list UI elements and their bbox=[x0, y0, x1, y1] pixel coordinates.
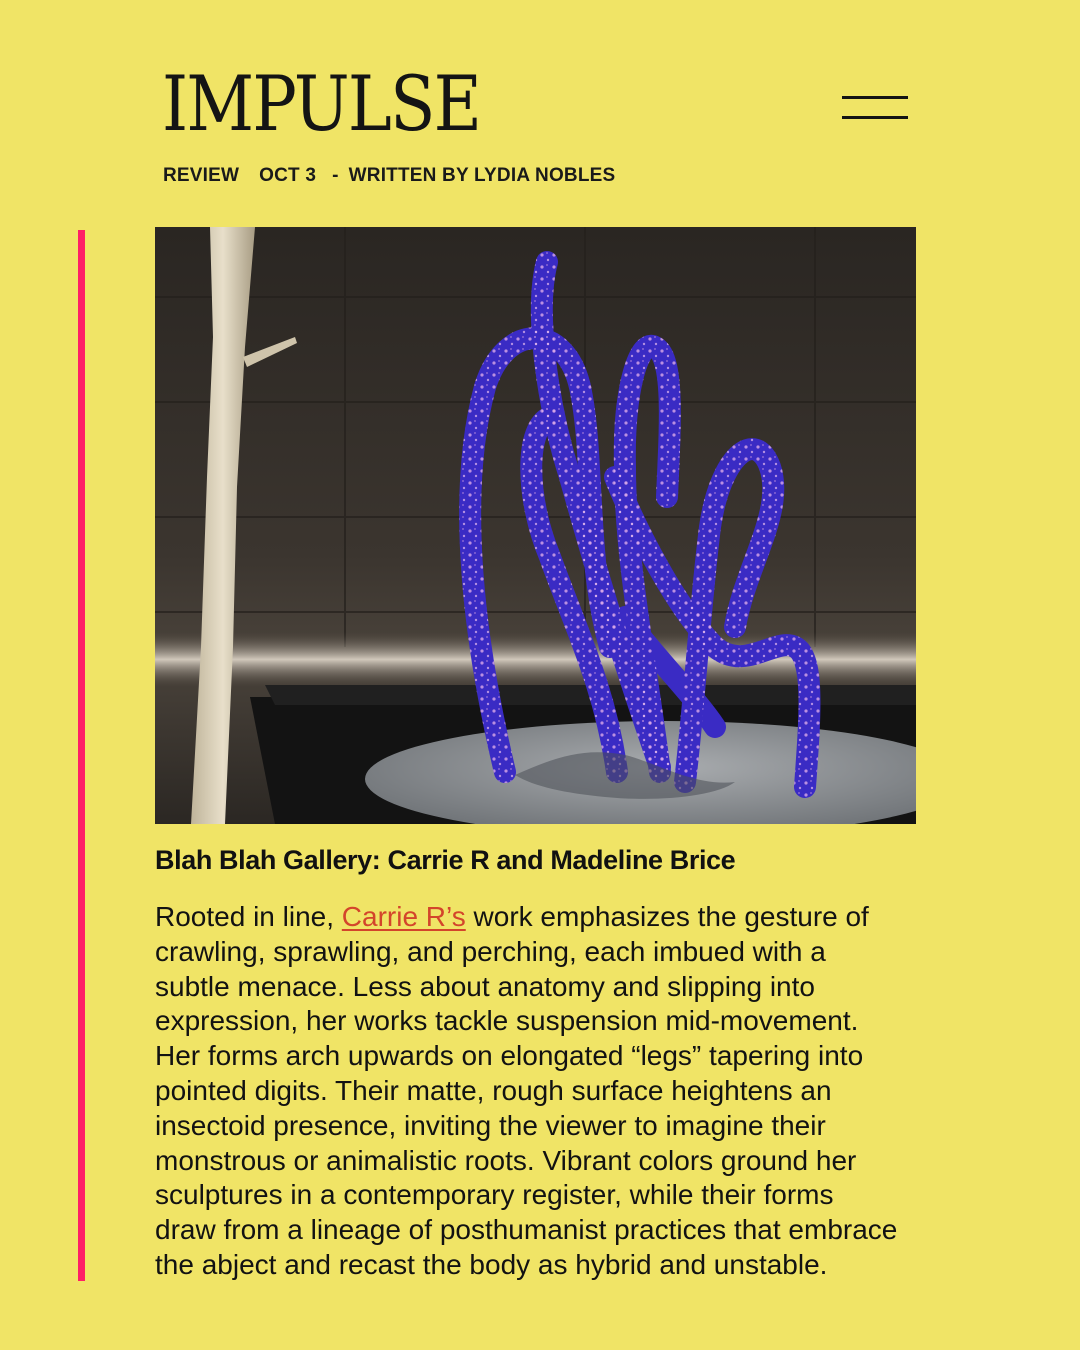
body-line: expression, her works tackle suspension mid-movement. bbox=[155, 1005, 859, 1037]
body-text-segment: Rooted in line, bbox=[155, 901, 335, 932]
publish-date: OCT 3 bbox=[259, 165, 317, 186]
body-line: pointed digits. Their matte, rough surface heightens an bbox=[155, 1074, 832, 1106]
article-photo bbox=[155, 227, 916, 824]
body-line: subtle menace. Less about anatomy and slipping into bbox=[155, 970, 815, 1002]
body-line: Her forms arch upwards on elongated “legs” tapering into bbox=[155, 1040, 864, 1072]
byline: WRITTEN BY LYDIA NOBLES bbox=[348, 165, 616, 186]
category-label: REVIEW bbox=[163, 165, 240, 186]
body-line bbox=[155, 900, 1015, 935]
body-text-segment: work emphasizes the gesture of bbox=[473, 901, 869, 932]
body-line: monstrous or animalistic roots. Vibrant colors ground her bbox=[155, 1144, 857, 1176]
body-line: sculptures in a contemporary register, while their forms bbox=[155, 1179, 834, 1211]
artist-link[interactable]: Carrie R’s bbox=[341, 901, 466, 932]
menu-bar-top bbox=[842, 96, 908, 99]
image-caption: Blah Blah Gallery: Carrie R and Madeline Brice bbox=[155, 845, 736, 875]
accent-bar bbox=[78, 230, 85, 1281]
publication-title: IMPULSE bbox=[162, 59, 481, 148]
article-meta bbox=[163, 165, 615, 187]
article-body bbox=[155, 900, 1015, 1283]
body-line: draw from a lineage of posthumanist practices that embrace bbox=[155, 1214, 898, 1246]
body-line: the abject and recast the body as hybrid and unstable. bbox=[155, 1248, 828, 1280]
body-line: insectoid presence, inviting the viewer to imagine their bbox=[155, 1109, 826, 1141]
menu-bar-bottom bbox=[842, 116, 908, 119]
meta-separator: - bbox=[332, 165, 339, 186]
body-line: crawling, sprawling, and perching, each imbued with a bbox=[155, 935, 826, 967]
hamburger-menu-icon[interactable] bbox=[842, 94, 908, 122]
